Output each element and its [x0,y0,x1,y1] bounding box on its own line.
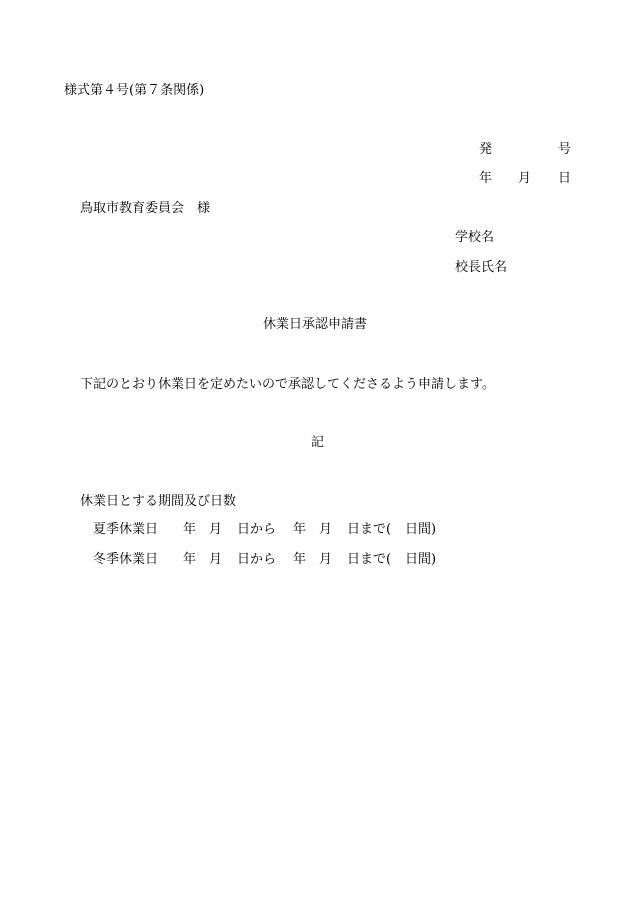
period-end-year-label: 年 [293,522,307,537]
body-text: 下記のとおり休業日を定めたいので承認してくださるよう申請します。 [80,377,495,392]
date-day-label: 日 [558,171,572,186]
school-name-label: 学校名 [455,230,495,245]
principal-name-label: 校長氏名 [455,260,508,275]
document-title: 休業日承認申請書 [263,317,368,332]
period-end-year-label: 年 [293,552,307,567]
period-days-label: 日間) [405,522,437,537]
period-start-year-label: 年 [183,552,197,567]
period-days-label: 日間) [405,552,437,567]
period-start-day-label: 日から [237,522,277,537]
period-row-summer [93,523,436,536]
period-end-day-label: 日まで( [347,522,392,537]
period-start-month-label: 月 [209,552,223,567]
issue-number-label: 発 [479,142,493,157]
period-start-month-label: 月 [209,522,223,537]
period-start-year-label: 年 [183,522,197,537]
period-end-month-label: 月 [319,552,333,567]
ki-label: 記 [311,435,325,450]
period-row-winter [93,553,436,566]
issue-number-suffix: 号 [558,142,572,157]
section-heading: 休業日とする期間及び日数 [80,494,237,509]
period-name: 夏季休業日 [93,522,159,537]
period-end-day-label: 日まで( [347,552,392,567]
period-start-day-label: 日から [237,552,277,567]
date-year-label: 年 [479,171,493,186]
form-number: 様式第４号(第７条関係) [64,83,205,98]
period-name: 冬季休業日 [93,552,159,567]
addressee: 鳥取市教育委員会 様 [80,201,211,216]
date-month-label: 月 [518,171,532,186]
period-end-month-label: 月 [319,522,333,537]
